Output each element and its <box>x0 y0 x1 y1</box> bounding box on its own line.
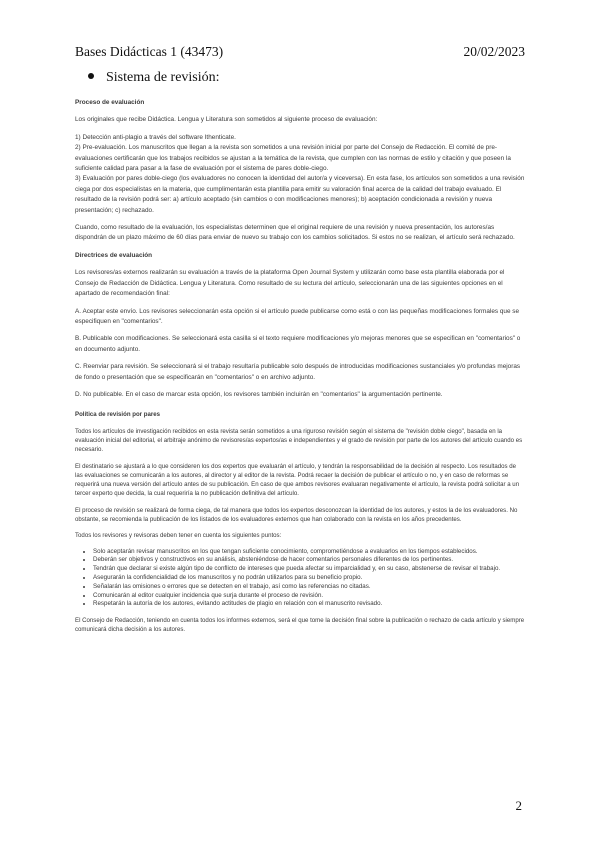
section-bullet-heading <box>88 70 220 86</box>
politica-p5: El Consejo de Redacción, teniendo en cuenta todos los informes externos, será el que tome la decisión final sobre la publicación o rechazo de cada artículo y siempre comunicará dicha decisión a los autores. <box>75 617 525 634</box>
directrices-intro: Los revisores/as externos realizarán su evaluación a través de la plataforma Open Journal System y utilizarán como base esta plantilla elaborada por el Consejo de Redacción de Didáctica. Lengua y Literatura. Como resultado de su lectura del artículo, seleccionarán una de las siguientes opciones en el apartado de recomendación final: <box>75 269 505 298</box>
proceso-step1: 1) Detección anti-plagio a través del software Ithenticate. <box>75 133 236 141</box>
list-item: • Respetarán la autoría de los autores, evitando actitudes de plagio en relación con el manuscrito revisado. <box>93 600 525 609</box>
list-item: • Comunicarán al editor cualquier incidencia que surja durante el proceso de revisión. <box>93 592 525 601</box>
proceso-closing: Cuando, como resultado de la evaluación, los especialistas determinen que el original requiere de una revisión y nueva presentación, los autores/as dispondrán de un plazo máximo de 60 días para enviar de nuevo su trabajo con los cambios solicitados. Si estos no se realizan, el artículo será rechazado. <box>75 224 515 242</box>
document-date: 20/02/2023 <box>463 44 525 59</box>
proceso-intro: Los originales que recibe Didáctica. Lengua y Literatura son sometidos al siguiente proceso de evaluación: <box>75 116 378 124</box>
bullet-dot-icon <box>88 73 94 79</box>
list-item: • Asegurarán la confidencialidad de los manuscritos y no podrán utilizarlos para su beneficio propio. <box>93 574 525 583</box>
politica-p3: El proceso de revisión se realizará de forma ciega, de tal manera que todos los expertos desconozcan la identidad de los autores, y estos la de los evaluadores. No obstante, se recomienda la publicación de los listados de los evaluadores externos que han colaborado con la revista en los años precedentes. <box>75 506 518 524</box>
course-title: Bases Didácticas 1 (43473) <box>75 44 224 59</box>
option-c: C. Reenviar para revisión. Se seleccionará si el trabajo resultaría publicable solo después de introducidas modificaciones sustanciales y/o profundas mejoras de fondo o presentación que se especificarán en "comentarios" o en archivo adjunto. <box>75 363 521 381</box>
page-number: 2 <box>515 798 522 813</box>
politica-p4: Todos los revisores y revisoras deben tener en cuenta los siguientes puntos: <box>75 532 282 540</box>
heading-proceso: Proceso de evaluación <box>75 99 145 106</box>
option-d: D. No publicable. En el caso de marcar esta opción, los revisores también incluirán en "comentarios" la argumentación pertinente. <box>75 390 443 398</box>
heading-directrices: Directrices de evaluación <box>75 251 153 259</box>
page-header <box>75 44 525 62</box>
option-a: A. Aceptar este envío. Los revisores seleccionarán esta opción si el artículo puede publicarse como está o con las pequeñas modificaciones formales que se especifiquen en "comentarios". <box>75 307 520 325</box>
list-item: • Tendrán que declarar si existe algún tipo de conflicto de intereses que pueda afectar su imparcialidad y, en su caso, abstenerse de revisar el trabajo. <box>93 565 525 574</box>
politica-p1: Todos los artículos de investigación recibidos en esta revista serán sometidos a una riguroso revisión según el sistema de "revisión doble ciego", basada en la evaluación inicial del editorial, el arbitraje anónimo de revisores/as expertos/as e independientes y el grado de revisión por parte de los autores del artículo cuando es necesario. <box>75 427 523 454</box>
document-body <box>75 98 525 635</box>
proceso-step2: 2) Pre-evaluación. Los manuscritos que llegan a la revista son sometidos a una revisión inicial por parte del Consejo de Redacción. El comité de pre-evaluaciones certificarán que los trabajos recibidos se ajustan a la temática de la revista, que cumplen con las normas de estilo y citación y que poseen la suficiente calidad para pasar a la fase de evaluación por el sistema de pares doble-ciego. <box>75 144 511 173</box>
reviewer-guidelines-list <box>75 548 525 610</box>
list-item: • Solo aceptarán revisar manuscritos en los que tengan suficiente conocimiento, comprometiéndose a evaluarlos en los tiempos establecidos. <box>93 548 525 557</box>
list-item: • Señalarán las omisiones o errores que se detecten en el trabajo, así como las referencias no citadas. <box>93 583 525 592</box>
heading-politica: Política de revisión por pares <box>75 411 161 419</box>
list-item: • Deberán ser objetivos y constructivos en su análisis, absteniéndose de hacer comentarios personales diferentes de los pertinentes. <box>93 556 525 565</box>
proceso-step3: 3) Evaluación por pares doble-ciego (los evaluadores no conocen la identidad del autor/a y viceversa). En esta fase, los artículos son sometidos a una revisión ciega por dos especialistas en la materia, que cumplimentarán esta plantilla para emitir su valoración final acerca de la calidad del trabajo evaluado. El resultado de la revisión podrá ser: a) artículo aceptado (sin cambios o con modificaciones menores); b) aceptación condicionada a revisión y nueva presentación; c) rechazado. <box>75 175 525 214</box>
politica-p2: El destinatario se ajustará a lo que consideren los dos expertos que evaluarán el artículo, y tendrán la responsabilidad de la decisión al respecto. Los resultados de las evaluaciones se comunicarán a los autores, al director y al editor de la revista. Podrá recaer la decisión de publicar el artículo o no, y en caso de reformas se requerirá una nueva versión del artículo antes de su publicación. En caso de que ambos revisores evaluaran negativamente el artículo, la revista podrá solicitar a un tercer experto que decida, la cual requeriría la no publicación definitiva del artículo. <box>75 462 520 498</box>
section-title: Sistema de revisión: <box>106 70 220 85</box>
option-b: B. Publicable con modificaciones. Se seleccionará esta casilla si el texto requiere modificaciones y/o mejoras menores que se especifican en "comentarios" o en documento adjunto. <box>75 335 521 353</box>
